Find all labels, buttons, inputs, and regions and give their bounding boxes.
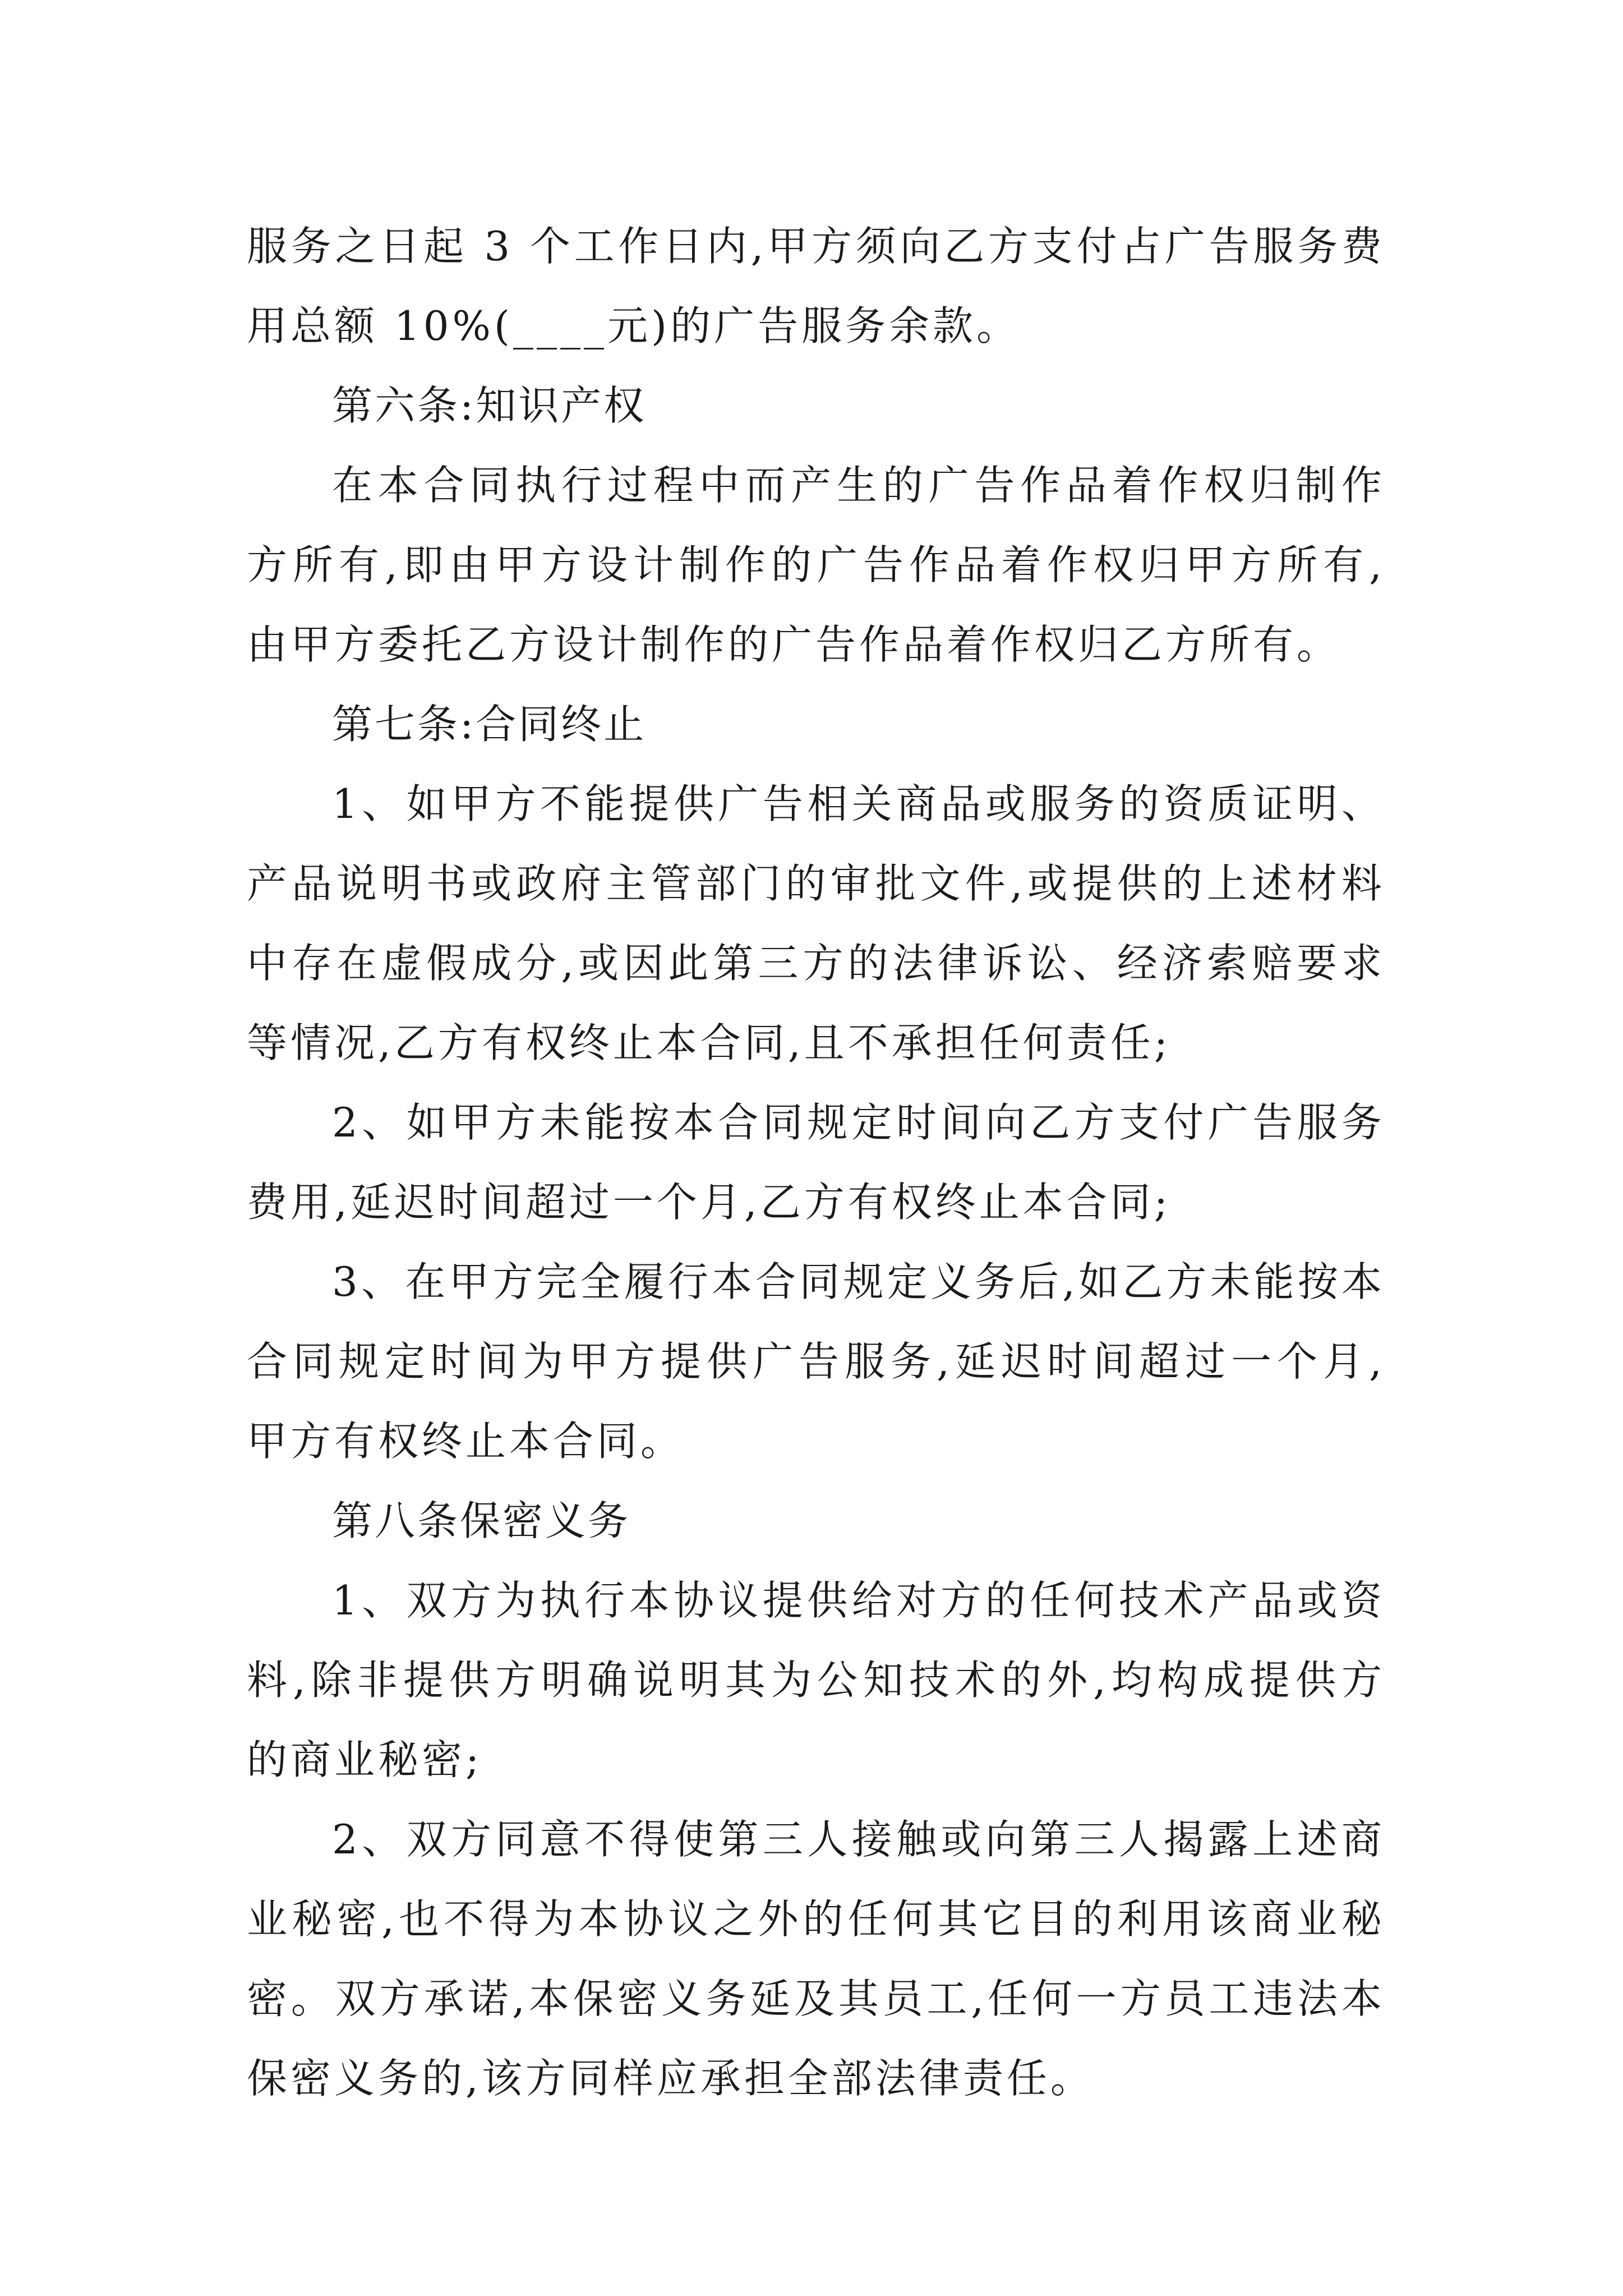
section-heading-6: 第六条:知识产权 bbox=[332, 382, 647, 429]
text-line: 用总额 10%(____元)的广告服务余款。 bbox=[247, 302, 1021, 349]
text-line: 1、如甲方不能提供广告相关商品或服务的资质证明、 bbox=[332, 780, 1385, 827]
text-line: 1、双方为执行本协议提供给对方的任何技术产品或资 bbox=[332, 1577, 1385, 1624]
text-line: 中存在虚假成分,或因此第三方的法律诉讼、经济索赔要求 bbox=[247, 940, 1385, 987]
text-line: 2、双方同意不得使第三人接触或向第三人揭露上述商 bbox=[332, 1816, 1385, 1863]
section-heading-8: 第八条保密义务 bbox=[332, 1497, 631, 1544]
text-line: 业秘密,也不得为本协议之外的任何其它目的利用该商业秘 bbox=[247, 1895, 1385, 1943]
section-heading-7: 第七条:合同终止 bbox=[332, 701, 647, 748]
text-line: 合同规定时间为甲方提供广告服务,延迟时间超过一个月, bbox=[247, 1338, 1385, 1385]
text-line: 方所有,即由甲方设计制作的广告作品着作权归甲方所有, bbox=[247, 541, 1385, 588]
text-line: 在本合同执行过程中而产生的广告作品着作权归制作 bbox=[332, 462, 1385, 509]
text-line: 甲方有权终止本合同。 bbox=[247, 1418, 685, 1465]
text-line: 的商业秘密; bbox=[247, 1736, 483, 1783]
text-line: 料,除非提供方明确说明其为公知技术的外,均构成提供方 bbox=[247, 1657, 1385, 1704]
document-body bbox=[247, 206, 1385, 2118]
text-line: 保密义务的,该方同样应承担全部法律责任。 bbox=[247, 2055, 1094, 2102]
text-line: 2、如甲方未能按本合同规定时间向乙方支付广告服务 bbox=[332, 1099, 1385, 1146]
text-line: 产品说明书或政府主管部门的审批文件,或提供的上述材料 bbox=[247, 860, 1385, 907]
text-line: 3、在甲方完全履行本合同规定义务后,如乙方未能按本 bbox=[332, 1258, 1385, 1305]
text-line: 等情况,乙方有权终止本合同,且不承担任何责任; bbox=[247, 1019, 1172, 1066]
text-line: 由甲方委托乙方设计制作的广告作品着作权归乙方所有。 bbox=[247, 621, 1341, 668]
text-line: 服务之日起 3 个工作日内,甲方须向乙方支付占广告服务费 bbox=[247, 223, 1385, 270]
text-line: 密。双方承诺,本保密义务延及其员工,任何一方员工违法本 bbox=[247, 1975, 1385, 2022]
text-line: 费用,延迟时间超过一个月,乙方有权终止本合同; bbox=[247, 1179, 1172, 1226]
